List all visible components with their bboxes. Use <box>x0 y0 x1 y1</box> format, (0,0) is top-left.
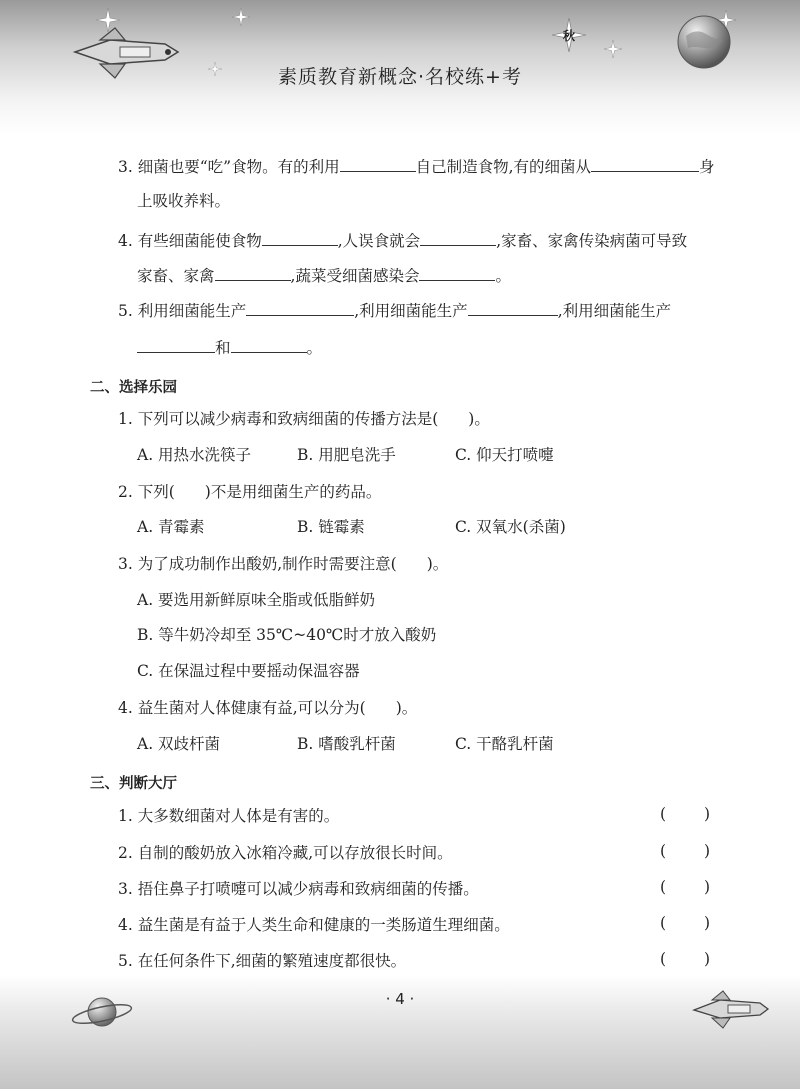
fill-question-5: 5. 利用细菌能生产 ,利用细菌能生产 ,利用细菌能生产 <box>118 299 671 322</box>
answer-blank[interactable] <box>468 299 558 316</box>
star-icon <box>232 8 250 26</box>
space-shuttle-icon <box>690 988 770 1030</box>
planet-icon <box>70 990 134 1034</box>
answer-blank[interactable] <box>137 336 215 353</box>
page-number: · 4 · <box>385 990 415 1008</box>
section-heading-judge: 三、判断大厅 <box>90 776 177 792</box>
fill-question-4-cont: 家畜、家禽 ,蔬菜受细菌感染会 。 <box>137 264 511 287</box>
choice-option[interactable]: C. 仰天打喷嚏 <box>455 446 554 464</box>
judge-item: 2. 自制的酸奶放入冰箱冷藏,可以存放很长时间。 <box>118 844 453 862</box>
choice-option[interactable]: A. 青霉素 <box>137 518 205 536</box>
choice-option[interactable]: A. 要选用新鲜原味全脂或低脂鲜奶 <box>137 591 376 609</box>
answer-blank[interactable] <box>231 336 307 353</box>
answer-blank[interactable] <box>420 229 496 246</box>
section-heading-choice: 二、选择乐园 <box>90 380 177 396</box>
judge-item: 1. 大多数细菌对人体是有害的。 <box>118 807 340 825</box>
choice-question-2: 2. 下列( )不是用细菌生产的药品。 <box>118 483 382 501</box>
answer-paren[interactable]: ( ) <box>660 914 710 932</box>
choice-option[interactable]: B. 等牛奶冷却至 35℃~40℃时才放入酸奶 <box>137 626 437 644</box>
choice-option[interactable]: C. 干酪乳杆菌 <box>455 735 554 753</box>
answer-blank[interactable] <box>215 264 291 281</box>
page-header-title: 素质教育新概念·名校练+考 <box>278 66 522 88</box>
answer-paren[interactable]: ( ) <box>660 950 710 968</box>
choice-option[interactable]: B. 用肥皂洗手 <box>297 446 396 464</box>
answer-paren[interactable]: ( ) <box>660 878 710 896</box>
answer-blank[interactable] <box>246 299 354 316</box>
choice-question-3: 3. 为了成功制作出酸奶,制作时需要注意( )。 <box>118 555 449 573</box>
star-icon <box>604 40 622 58</box>
answer-blank[interactable] <box>340 155 416 172</box>
fill-question-5-cont: 和 。 <box>137 336 322 359</box>
fill-question-3: 3. 细菌也要“吃”食物。有的利用 自己制造食物,有的细菌从 身 <box>118 155 715 178</box>
choice-option[interactable]: A. 用热水洗筷子 <box>137 446 252 464</box>
fill-question-4: 4. 有些细菌能使食物 ,人误食就会 ,家畜、家禽传染病菌可导致 <box>118 229 687 252</box>
answer-blank[interactable] <box>419 264 495 281</box>
star-icon <box>96 8 120 32</box>
choice-option[interactable]: B. 链霉素 <box>297 518 365 536</box>
answer-blank[interactable] <box>262 229 338 246</box>
choice-option[interactable]: C. 在保温过程中要摇动保温容器 <box>137 662 360 680</box>
choice-question-4: 4. 益生菌对人体健康有益,可以分为( )。 <box>118 699 418 717</box>
judge-item: 5. 在任何条件下,细菌的繁殖速度都很快。 <box>118 952 407 970</box>
judge-item: 4. 益生菌是有益于人类生命和健康的一类肠道生理细菌。 <box>118 916 510 934</box>
season-mark: 秋 <box>563 29 576 43</box>
choice-option[interactable]: C. 双氧水(杀菌) <box>455 518 566 536</box>
judge-item: 3. 捂住鼻子打喷嚏可以减少病毒和致病细菌的传播。 <box>118 880 479 898</box>
choice-option[interactable]: A. 双歧杆菌 <box>137 735 221 753</box>
answer-blank[interactable] <box>591 155 699 172</box>
answer-paren[interactable]: ( ) <box>660 842 710 860</box>
answer-paren[interactable]: ( ) <box>660 805 710 823</box>
choice-question-1: 1. 下列可以减少病毒和致病细菌的传播方法是( )。 <box>118 410 490 428</box>
choice-option[interactable]: B. 嗜酸乳杆菌 <box>297 735 396 753</box>
fill-question-3-cont: 上吸收养料。 <box>137 192 231 210</box>
